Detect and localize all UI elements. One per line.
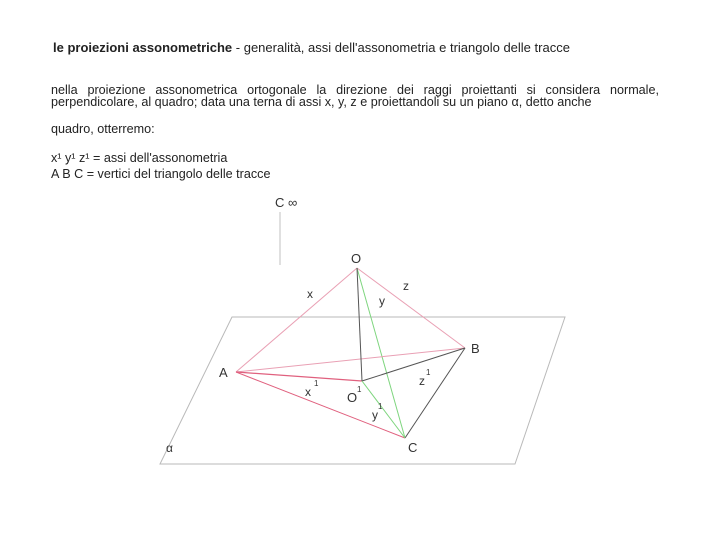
label-o: O [351,251,362,266]
trace-bc [405,348,465,438]
alpha-symbol: α [511,95,519,109]
title-rest: - generalità, assi dell'assonometria e triangolo delle tracce [232,40,570,55]
label-c: C [408,440,418,455]
label-a: A [219,365,228,380]
axis-x-line [236,268,357,372]
label-b: B [471,341,480,356]
intro-paragraph-end: quadro, otterremo: [51,122,155,136]
label-c-infinity: C ∞ [275,195,298,210]
picture-plane [160,317,565,464]
label-x: x [307,287,313,301]
label-z1-superscript: 1 [426,368,431,377]
label-o1-superscript: 1 [357,385,362,394]
label-y: y [379,294,385,308]
label-x1-superscript: 1 [314,379,319,388]
label-y1: y [372,408,378,422]
label-z1: z [419,374,425,388]
axis-z-line [357,268,465,348]
label-x1: x [305,385,311,399]
title-bold: le proiezioni assonometriche [53,40,233,55]
definition-triangle: A B C = vertici del triangolo delle tracce [51,167,271,181]
label-alpha: α [166,441,173,455]
label-y1-superscript: 1 [378,402,383,411]
definition-axes: x¹ y¹ z¹ = assi dell'assonometria [51,151,228,165]
label-z: z [403,279,409,293]
label-o1: O [347,390,358,405]
intro-after-alpha: , detto anche [518,95,592,109]
trace-ab [236,348,465,372]
projecting-ray-o [357,268,362,381]
intro-text: nella proiezione assonometrica ortogonale la direzione dei raggi proiettanti si considera normale, perpendicolare, al quadro; data una terna di assi x, y, z e proiettandoli su un piano [51,83,659,109]
